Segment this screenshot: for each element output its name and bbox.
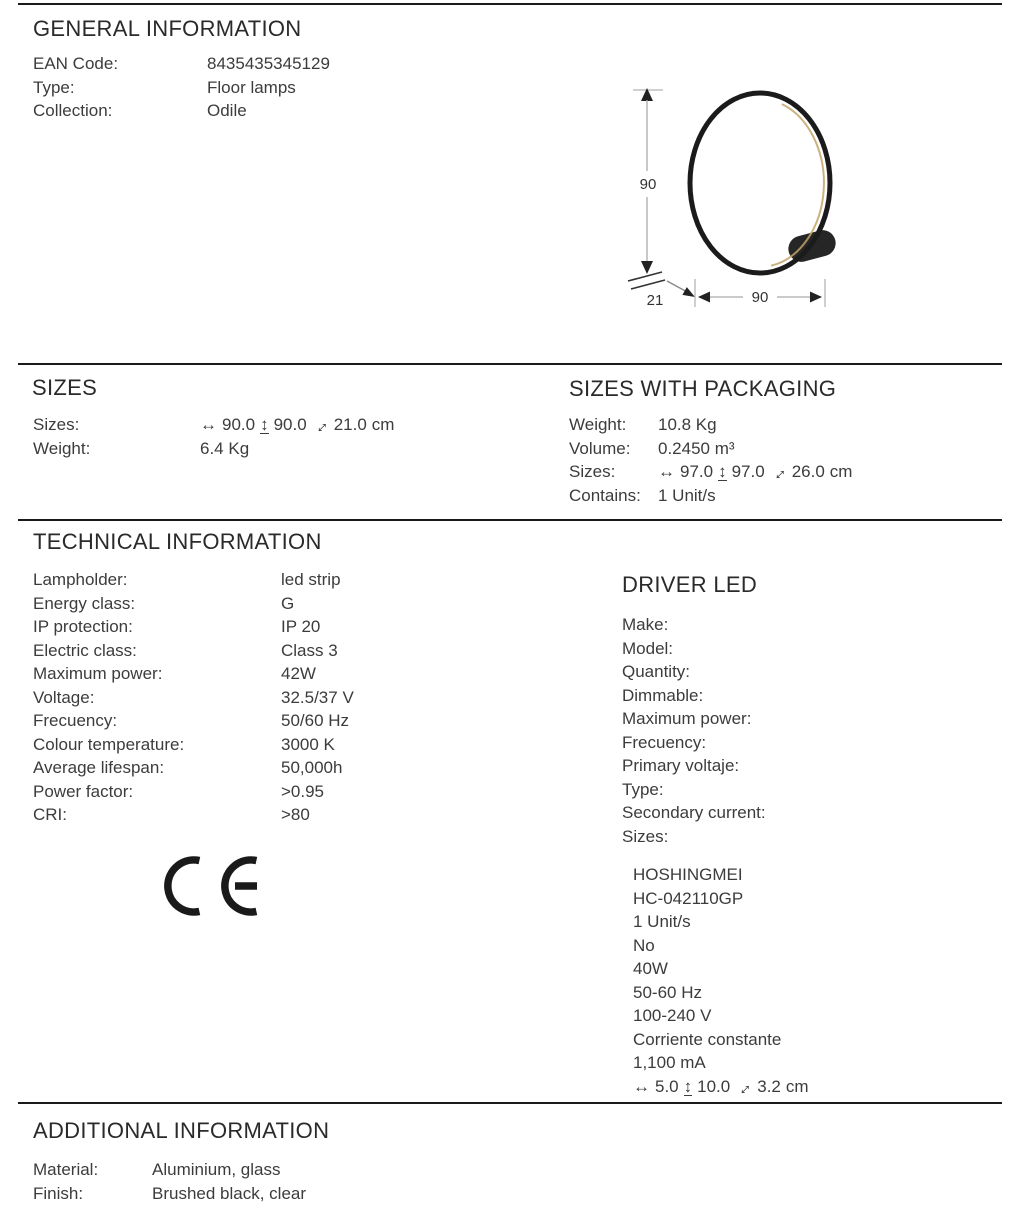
field-row: [569, 460, 852, 484]
field-label: Contains:: [569, 485, 641, 505]
field-row: [33, 615, 354, 639]
packaging-fields: [569, 413, 852, 507]
height-value: 97.0: [731, 462, 765, 481]
field-value: No: [633, 935, 655, 955]
depth-value: 21.0: [333, 415, 367, 434]
field-row: [569, 484, 852, 508]
height-arrow-icon: ↕: [683, 1076, 693, 1096]
field-row: [33, 413, 394, 437]
field-label: Voltage:: [33, 687, 95, 707]
additional-information-title: ADDITIONAL INFORMATION: [33, 1118, 330, 1143]
field-label: Weight:: [569, 415, 627, 434]
field-label: Type:: [622, 779, 664, 799]
field-row: [33, 52, 330, 76]
field-label: Power factor:: [33, 781, 134, 801]
technical-fields: [33, 568, 354, 827]
driver-led-values: [633, 863, 809, 1098]
field-label: Sizes:: [569, 462, 616, 481]
width-arrow-icon: ↔: [658, 462, 675, 481]
height-value: 10.0: [697, 1076, 731, 1096]
field-value: 3000 K: [281, 734, 335, 754]
field-value: HC-042110GP: [633, 888, 744, 908]
field-value: 1 Unit/s: [633, 912, 691, 931]
field-label: EAN Code:: [33, 54, 119, 73]
sizes-title: SIZES: [32, 375, 98, 400]
unit-label: cm: [785, 1076, 809, 1096]
depth-arrow-icon: ↔: [730, 1074, 757, 1100]
field-label: Sizes:: [622, 826, 669, 846]
field-row: [33, 803, 354, 827]
height-arrow-icon: ↕: [718, 462, 727, 481]
field-row: [33, 568, 354, 592]
width-arrow-icon: ↔: [633, 1076, 650, 1096]
height-value: 90.0: [273, 415, 307, 434]
field-value: 1 Unit/s: [658, 485, 716, 505]
field-row: [33, 1158, 306, 1182]
field-value: HOSHINGMEI: [633, 865, 743, 884]
field-row: [33, 756, 354, 780]
field-label: Weight:: [33, 438, 91, 458]
width-value: 97.0: [680, 462, 714, 481]
field-label: Make:: [622, 615, 669, 634]
field-row: [33, 662, 354, 686]
section-divider: [18, 1102, 1002, 1104]
field-value: Corriente constante: [633, 1029, 782, 1049]
unit-label: cm: [371, 415, 395, 434]
field-row: [569, 437, 852, 461]
field-label: Frecuency:: [622, 732, 707, 752]
dimensions-value: [200, 413, 394, 437]
ce-mark-icon: [160, 852, 264, 922]
driver-led-labels: [622, 613, 766, 848]
technical-information-title: TECHNICAL INFORMATION: [33, 529, 322, 554]
field-value: 6.4 Kg: [200, 438, 250, 458]
field-value: Class 3: [281, 640, 338, 660]
general-information-title: GENERAL INFORMATION: [33, 16, 302, 41]
depth-value: 3.2: [757, 1076, 781, 1096]
depth-arrow-icon: ↔: [307, 412, 333, 439]
field-row: [33, 709, 354, 733]
field-value: 10.8 Kg: [658, 415, 717, 434]
field-value: 50-60 Hz: [633, 982, 702, 1002]
field-label: CRI:: [33, 805, 67, 824]
section-divider: [18, 519, 1002, 521]
field-row: [33, 99, 330, 123]
field-label: Lampholder:: [33, 570, 128, 589]
field-value: >80: [281, 805, 310, 824]
depth-arrow-icon: ↔: [765, 459, 791, 486]
ce-letter-c: [168, 860, 200, 912]
field-label: Colour temperature:: [33, 734, 185, 754]
field-label: Dimmable:: [622, 685, 704, 705]
general-information-fields: [33, 52, 330, 123]
additional-fields: [33, 1158, 306, 1205]
field-value: 8435435345129: [207, 54, 330, 73]
field-row: [33, 733, 354, 757]
field-label: Energy class:: [33, 593, 136, 613]
field-row: [33, 1182, 306, 1206]
driver-led-title: DRIVER LED: [622, 572, 758, 597]
field-row: [33, 686, 354, 710]
height-arrow-icon: ↕: [260, 415, 269, 434]
arrow-down-icon: [641, 261, 653, 274]
field-label: Maximum power:: [33, 664, 163, 683]
depth-tick: [631, 280, 665, 289]
field-value: led strip: [281, 570, 341, 589]
product-dimension-diagram: [615, 75, 845, 315]
field-label: Type:: [33, 77, 75, 97]
unit-label: cm: [829, 462, 853, 481]
depth-tick: [628, 272, 662, 281]
field-value: Aluminium, glass: [152, 1160, 281, 1179]
width-arrow-icon: ↔: [200, 415, 217, 434]
field-label: Average lifespan:: [33, 758, 165, 777]
arrow-right-icon: [810, 292, 822, 303]
depth-value: 26.0: [791, 462, 825, 481]
field-value: >0.95: [281, 781, 325, 801]
height-dimension-label: 90: [639, 176, 657, 193]
field-label: Secondary current:: [622, 803, 766, 822]
lamp-ring: [690, 93, 830, 273]
field-value: Brushed black, clear: [152, 1183, 307, 1203]
field-label: Frecuency:: [33, 711, 118, 730]
field-value: Floor lamps: [207, 77, 296, 97]
dimensions-value: [658, 460, 852, 484]
section-divider: [18, 3, 1002, 5]
field-value: 42W: [281, 664, 316, 683]
field-label: Maximum power:: [622, 709, 752, 728]
field-row: [33, 437, 394, 461]
field-value: 40W: [633, 959, 668, 978]
field-row: [33, 780, 354, 804]
field-label: Collection:: [33, 101, 113, 120]
width-value: 5.0: [655, 1076, 679, 1096]
field-label: IP protection:: [33, 617, 133, 636]
sizes-fields: [33, 413, 394, 460]
width-value: 90.0: [222, 415, 256, 434]
field-label: Sizes:: [33, 415, 80, 434]
field-row: [33, 592, 354, 616]
field-label: Material:: [33, 1160, 99, 1179]
depth-dimension-label: 21: [646, 292, 664, 309]
field-label: Model:: [622, 638, 674, 658]
field-value: G: [281, 593, 295, 613]
field-value: Odile: [207, 101, 247, 120]
field-value: 100-240 V: [633, 1006, 712, 1025]
packaging-title: SIZES WITH PACKAGING: [569, 376, 837, 401]
field-value: 1,100 mA: [633, 1053, 706, 1072]
arrow-diagonal-icon: [682, 287, 695, 297]
field-value: IP 20: [281, 617, 321, 636]
field-label: Volume:: [569, 438, 631, 458]
field-value: 32.5/37 V: [281, 687, 354, 707]
width-dimension-label: 90: [751, 289, 769, 306]
field-value: 0.2450 m³: [658, 438, 735, 458]
field-value: 50,000h: [281, 758, 343, 777]
field-row: [33, 639, 354, 663]
field-label: Finish:: [33, 1183, 84, 1203]
field-value: 50/60 Hz: [281, 711, 350, 730]
section-divider: [18, 363, 1002, 365]
field-label: Electric class:: [33, 640, 137, 660]
dimensions-value: [633, 1075, 809, 1099]
arrow-left-icon: [698, 292, 710, 303]
field-row: [569, 413, 852, 437]
field-label: Quantity:: [622, 662, 691, 681]
field-label: Primary voltaje:: [622, 756, 740, 775]
field-row: [33, 76, 330, 100]
